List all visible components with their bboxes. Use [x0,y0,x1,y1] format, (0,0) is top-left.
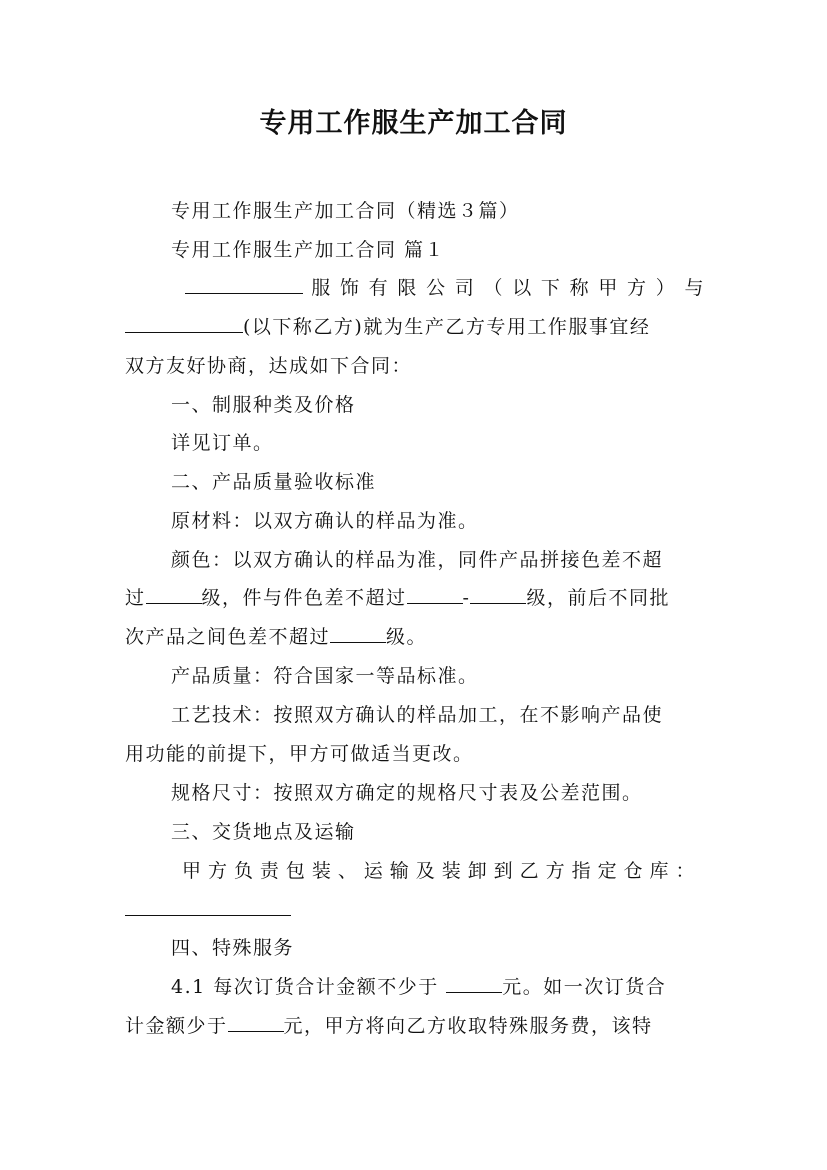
party-a-blank [185,275,303,294]
delivery-blank-line [125,896,705,924]
size-spec-line: 规格尺寸：按照双方确定的规格尺寸表及公差范围。 [171,782,643,804]
craft-line-2: 用功能的前提下，甲方可做适当更改。 [125,743,474,765]
color-blank-4 [330,624,386,643]
raw-material-line: 原材料：以双方确认的样品为准。 [171,510,479,532]
craft-line-1: 工艺技术：按照双方确认的样品加工，在不影响产品使 [171,704,664,726]
delivery-line: 甲方负责包装、运输及装卸到乙方指定仓库： [182,860,696,882]
special-text-a: 4.1 每次订货合计金额不少于 [171,976,447,998]
color-text-e: 次产品之间色差不超过 [125,626,331,648]
special-text-b: 元。如一次订货合 [502,976,667,998]
clause2-heading: 二、产品质量验收标准 [171,471,377,493]
party-b-line [125,313,705,341]
document-title: 专用工作服生产加工合同 [259,108,568,139]
special-blank-2 [228,1013,284,1032]
special-line-2 [125,1012,705,1040]
special-blank-1 [446,974,502,993]
color-text-b: 级，件与件色差不超过 [201,587,407,609]
color-line-3 [125,623,705,651]
party-a-text: 服饰有限公司（以下称甲方）与 [303,277,705,299]
color-text-c: - [462,587,471,609]
special-line-1 [171,973,705,1001]
color-text-f: 级。 [386,626,428,648]
quality-line: 产品质量：符合国家一等品标准。 [171,665,479,687]
color-text-d: 级，前后不同批 [526,587,670,609]
section-heading: 专用工作服生产加工合同 篇１ [171,239,446,261]
special-text-c: 计金额少于 [125,1015,228,1037]
color-line-1: 颜色：以双方确认的样品为准，同件产品拼接色差不超 [171,549,664,571]
color-blank-2 [407,585,463,604]
clause4-heading: 四、特殊服务 [171,937,295,959]
clause1-heading: 一、制服种类及价格 [171,394,356,416]
special-text-d: 元，甲方将向乙方收取特殊服务费，该特 [283,1015,653,1037]
party-a-line [185,274,705,302]
clause1-text: 详见订单。 [171,432,274,454]
agreement-line: 双方友好协商，达成如下合同： [125,355,413,377]
delivery-blank [125,897,291,916]
color-blank-3 [470,585,526,604]
color-text-a: 过 [125,587,146,609]
clause3-heading: 三、交货地点及运输 [171,821,356,843]
color-blank-1 [146,585,202,604]
color-line-2 [125,584,705,612]
party-b-text: (以下称乙方)就为生产乙方专用工作服事宜经 [243,316,651,338]
party-b-blank [125,314,243,333]
document-subtitle: 专用工作服生产加工合同（精选３篇） [171,200,520,222]
